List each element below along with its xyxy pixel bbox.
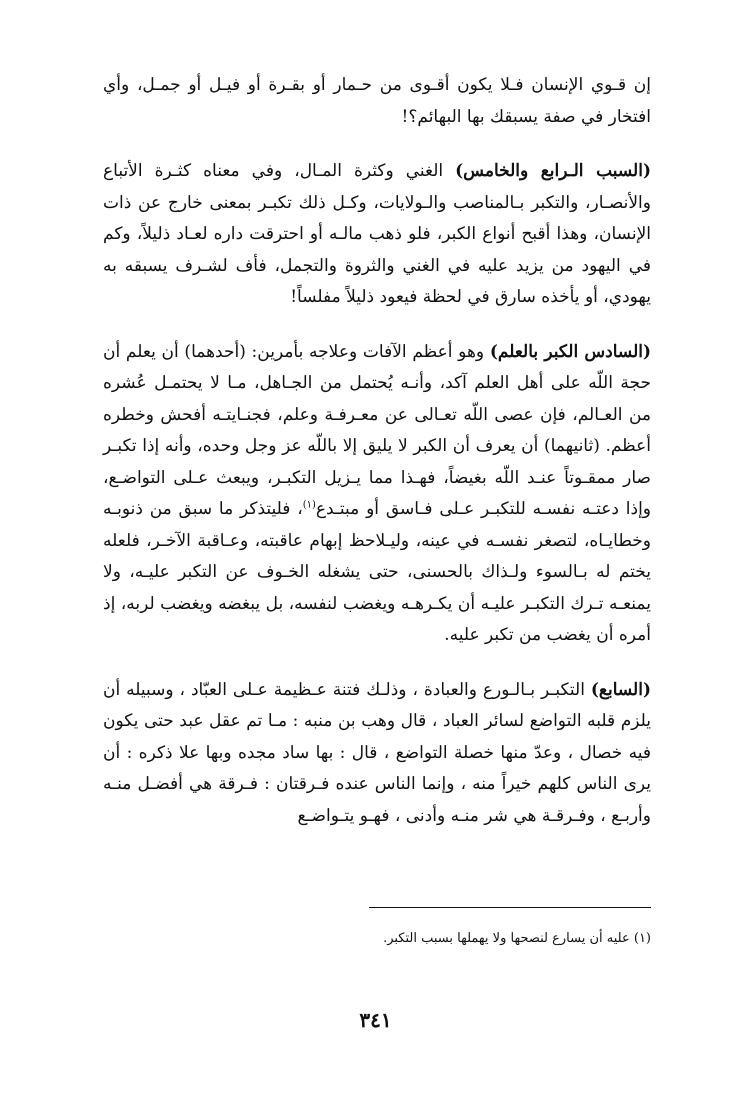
paragraph-4-text: التكبـر بـالـورع والعبادة ، وذلـك فتنة عـظيمة عـلى العبّاد ، وسبيله أن يلزم قلبه التواضع لسائر العباد ، قال وهب بن منبه : مـا تم عقل عبد حتى يكون فيه خصال ، وعدّ منها خصلة التواضع ، قال : بها ساد مجده وبها علا ذكره : أن يرى الناس كلهم خيراً منه ، وإنما الناس عنده فـرقتان : فـرقة هي أفضـل منـه وأربـع ، وفـرقـة هي شر منـه وأدنى ، فهـو يتـواضـع xyxy=(103,679,651,826)
paragraph-3-heading: (السادس الكبر بالعلم) xyxy=(489,341,652,362)
paragraph-3-text: وهو أعظم الآفات وعلاجه بأمرين: (أحدهما) أن يعلم أن حجة اللّه على أهل العلم آكد، وأنـه يُحتمل من الجـاهل، مـا لا يحتمـل عُشره من العـالم، فإن عصى اللّه تعـالى عن معـرفـة وعلم، فجنـايتـه أفحش وخطره أعظم. (ثانيهما) أن يعرف أن الكبر لا يليق إلا باللّه عز وجل وحده، وأنه إذا تكبـر صار ممقـوتاً عنـد اللّه بغيضاً، فهـذا مما يـزيل التكبـر، ويبعث عـلى التواضـع، وإذا دعتـه نفسـه للتكبـر عـلى فـاسق أو مبتـدع xyxy=(103,341,652,519)
paragraph-1 xyxy=(103,70,651,133)
paragraph-1-text: إن قـوي الإنسان فـلا يكون أقـوى من حـمار أو بقـرة أو فيـل أو جمـل، وأي افتخار في صفة يسبقك بها البهائم؟! xyxy=(103,75,651,127)
paragraph-2-text: الغني وكثرة المـال، وفي معناه كثـرة الأتباع والأنصـار، والتكبر بـالمناصب والـولايات، وكـل ذلك تكبـر بمعنى خارج عن ذات الإنسان، وهذا أقبح أنواع الكبر، فلو ذهب مالـه أو احترقت داره لعـاد ذليلاً، وكم في اليهود من يزيد عليه في الغني والثروة والتجمل، فأف لشـرف يسبقه به يهودي، أو يأخذه سارق في لحظة فيعود ذليلاً مفلساً! xyxy=(103,161,651,307)
footnote xyxy=(103,928,651,950)
paragraph-2-heading: (السبب الـرابع والخامس) xyxy=(455,161,651,181)
page-body xyxy=(103,70,651,832)
footnote-text: عليه أن يسارع لنصحها ولا يهملها بسبب التكبر. xyxy=(383,931,630,946)
paragraph-4 xyxy=(103,675,651,833)
footnote-divider xyxy=(369,907,651,908)
paragraph-3-text-continued: ، فليتذكر ما سبق من ذنوبـه وخطايـاه، لتصغر نفسـه في عينه، وليـلاحظ إبهام عاقبته، وعـاقبة الآخـر، فلعله يختم له بـالسوء ولـذاك بالحسنى، حتى يشغله الخـوف عن التكبر عليـه، ولا يمنعـه تـرك التكبـر عليـه أن يكـرهـه ويغضب لنفسه، بل يبغضه ويغضب لربه، إذ أمره أن يغضب من تكبر عليه. xyxy=(103,499,651,645)
footnote-reference: (١) xyxy=(302,499,316,511)
paragraph-3 xyxy=(103,337,651,652)
footnote-marker: (١) xyxy=(633,931,651,946)
page-number: ٣٤١ xyxy=(359,1008,392,1032)
paragraph-4-heading: (السابع) xyxy=(590,679,651,700)
paragraph-2 xyxy=(103,156,651,314)
